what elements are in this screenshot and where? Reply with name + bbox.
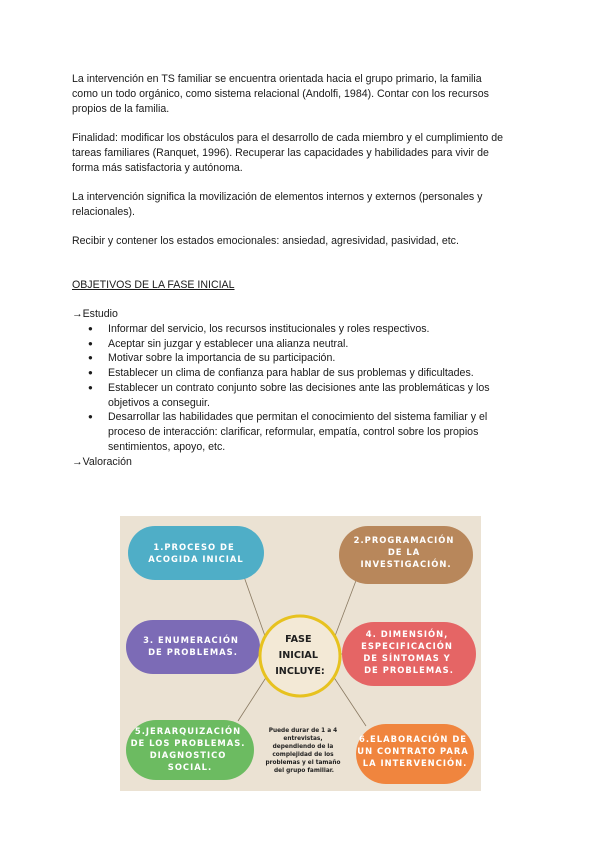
list-item: ● Establecer un clima de confianza para hablar de sus problemas y dificultades. <box>72 366 534 381</box>
list-item: ● Desarrollar las habilidades que permitan el conocimiento del sistema familiar y el proceso de interacción: clarificar, reformular, empatía, control sobre los propios sentimientos, apoyo, etc. <box>72 410 534 454</box>
node-programacion <box>339 526 473 584</box>
finalidad-paragraph: Finalidad: modificar los obstáculos para el desarrollo de cada miembro y el cumplimiento de tareas familiares (Ranquet, 1996). Recuperar las capacidades y habilidades para vivir de forma más satisfactoria y autónoma. <box>72 132 504 174</box>
node-label: 5.JERARQUIZACIÓN DE LOS PROBLEMAS. DIAGNOSTICO SOCIAL. <box>130 726 246 772</box>
intro-paragraph: La intervención en TS familiar se encuentra orientada hacia el grupo primario, la familia como un todo orgánico, como sistema relacional (Andolfi, 1984). Contar con los recursos propios de la familia. <box>72 73 489 115</box>
valoracion-label: →Valoración <box>72 456 132 468</box>
node-elaboracion-contrato <box>356 724 474 784</box>
duration-note: Puede durar de 1 a 4 entrevistas, dependiendo de la complejidad de los problemas y el tamaño del grupo familiar. <box>265 728 341 774</box>
center-label: FASE INICIAL INCLUYE: <box>275 634 325 677</box>
node-enumeracion <box>126 620 260 674</box>
node-jerarquizacion <box>126 720 254 780</box>
list-item: ● Establecer un contrato conjunto sobre las decisiones ante las problemáticas y los objetivos a conseguir. <box>72 381 534 410</box>
node-dimension <box>342 622 476 686</box>
emociones-paragraph: Recibir y contener los estados emocionales: ansiedad, agresividad, pasividad, etc. <box>72 235 459 247</box>
objetivos-list <box>72 322 534 454</box>
list-item: ● Informar del servicio, los recursos institucionales y roles respectivos. <box>72 322 534 337</box>
node-background <box>128 526 264 580</box>
estudio-label: →Estudio <box>72 308 118 320</box>
node-proceso-acogida <box>128 526 264 580</box>
node-label: 1.PROCESO DE ACOGIDA INICIAL <box>148 542 244 564</box>
node-label: 2.PROGRAMACIÓN DE LA INVESTIGACIÓN. <box>353 535 455 569</box>
center-node <box>260 616 340 696</box>
list-item: ● Motivar sobre la importancia de su participación. <box>72 351 534 366</box>
node-label: 6.ELABORACIÓN DE UN CONTRATO PARA LA INTERVENCIÓN. <box>357 734 469 768</box>
node-label: 3. ENUMERACIÓN DE PROBLEMAS. <box>143 635 239 657</box>
node-label: 4. DIMENSIÓN, ESPECIFICACIÓN DE SÍNTOMAS Y DE PROBLEMAS. <box>361 629 454 675</box>
fase-inicial-diagram <box>120 516 481 791</box>
list-item: ● Aceptar sin juzgar y establecer una alianza neutral. <box>72 337 534 352</box>
objetivos-heading: OBJETIVOS DE LA FASE INICIAL <box>72 279 235 291</box>
movilizacion-paragraph: La intervención significa la movilización de elementos internos y externos (personales y relacionales). <box>72 191 483 218</box>
